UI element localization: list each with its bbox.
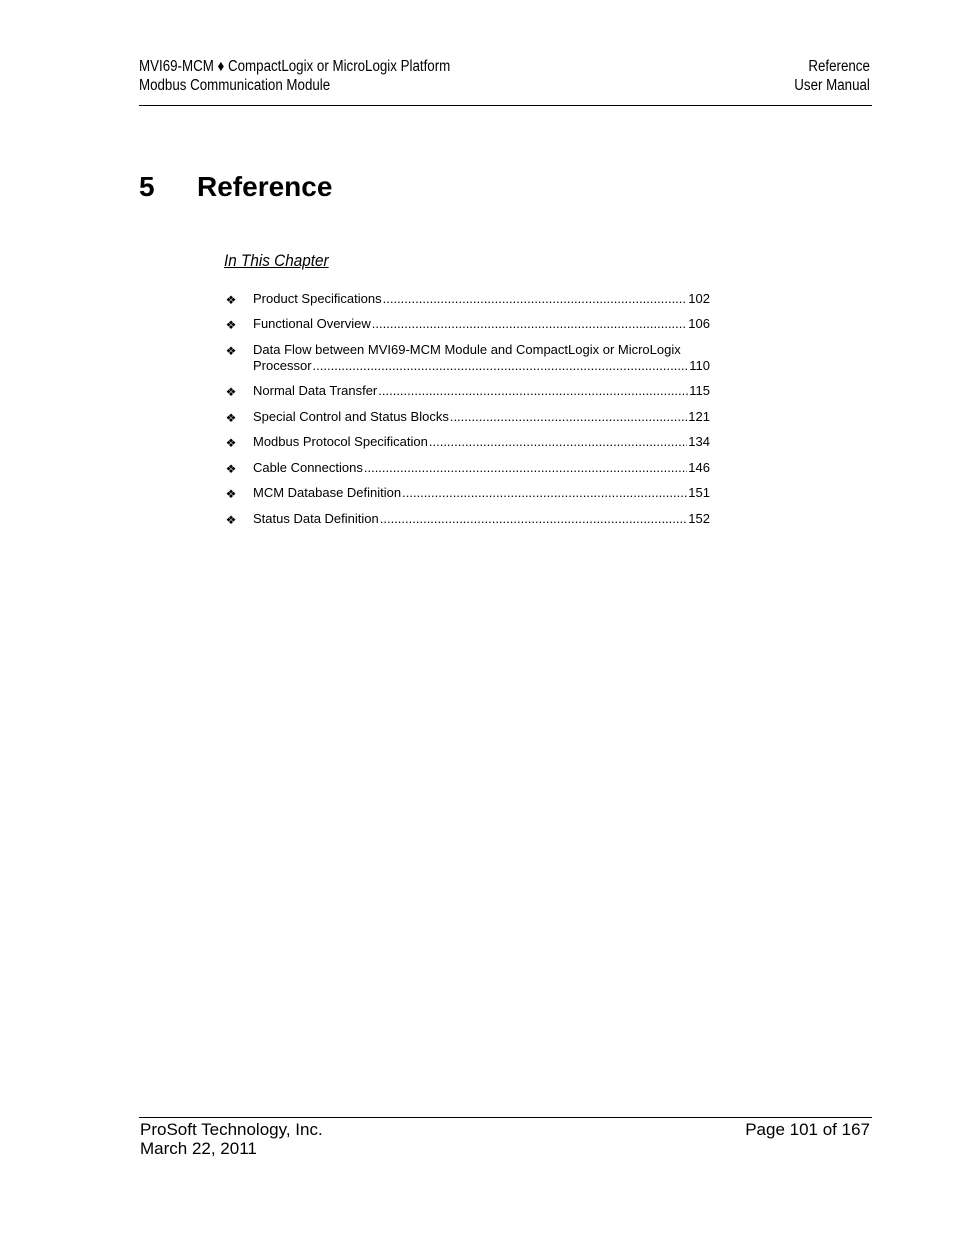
toc-item[interactable] [224, 460, 710, 485]
toc-label: Status Data Definition [253, 511, 379, 526]
diamond-bullet-icon: ❖ [225, 318, 237, 332]
toc-item[interactable] [224, 316, 710, 342]
diamond-bullet-icon: ❖ [225, 436, 237, 450]
header-product-title: MVI69-MCM ♦ CompactLogix or MicroLogix Platform [139, 58, 451, 75]
page-footer-left [140, 1120, 323, 1158]
diamond-bullet-icon: ❖ [225, 385, 237, 399]
toc-label: Functional Overview [253, 316, 371, 331]
diamond-bullet-icon: ❖ [225, 487, 237, 501]
page-header-right [794, 57, 870, 95]
header-module-name: Modbus Communication Module [139, 77, 331, 94]
toc-page: 106 [688, 316, 710, 331]
toc-label: Cable Connections [253, 460, 363, 475]
toc-page: 102 [688, 291, 710, 306]
toc-item[interactable] [224, 383, 710, 409]
page-footer-right [745, 1120, 870, 1139]
toc-item[interactable] [224, 409, 710, 434]
diamond-bullet-icon: ❖ [225, 462, 237, 476]
toc-item[interactable] [224, 434, 710, 460]
toc-page: 115 [689, 383, 710, 398]
toc-label: Special Control and Status Blocks [253, 409, 449, 424]
chapter-title: Reference [197, 171, 333, 202]
footer-divider [139, 1117, 872, 1118]
header-section-name: Reference [808, 58, 870, 75]
toc-page: 110 [689, 358, 710, 373]
toc-page: 121 [688, 409, 710, 424]
header-divider [139, 105, 872, 106]
diamond-bullet-icon: ❖ [225, 513, 237, 527]
toc-page: 134 [688, 434, 710, 449]
in-this-chapter-heading: In This Chapter [224, 251, 329, 270]
page-header-left [139, 57, 873, 95]
toc-item[interactable] [224, 342, 710, 383]
chapter-number: 5 [139, 171, 155, 202]
chapter-toc [224, 290, 710, 535]
toc-page: 151 [688, 485, 710, 500]
toc-page: 146 [688, 460, 710, 475]
footer-date: March 22, 2011 [140, 1139, 257, 1158]
toc-page: 152 [688, 511, 710, 526]
toc-item[interactable] [224, 291, 710, 316]
toc-item[interactable] [224, 485, 710, 511]
diamond-bullet-icon: ❖ [225, 411, 237, 425]
diamond-bullet-icon: ❖ [225, 293, 237, 307]
toc-label: Processor [253, 358, 312, 373]
toc-label: MCM Database Definition [253, 485, 402, 500]
toc-item[interactable] [224, 511, 710, 536]
footer-company: ProSoft Technology, Inc. [140, 1120, 323, 1139]
toc-label-line1: Data Flow between MVI69-MCM Module and CompactLogix or MicroLogix [253, 342, 681, 357]
header-document-type: User Manual [794, 77, 870, 94]
diamond-bullet-icon: ❖ [225, 344, 237, 358]
toc-label: Modbus Protocol Specification [253, 434, 428, 449]
footer-page-number: Page 101 of 167 [745, 1120, 870, 1139]
toc-label: Normal Data Transfer [253, 383, 378, 398]
toc-label: Product Specifications [253, 291, 382, 306]
